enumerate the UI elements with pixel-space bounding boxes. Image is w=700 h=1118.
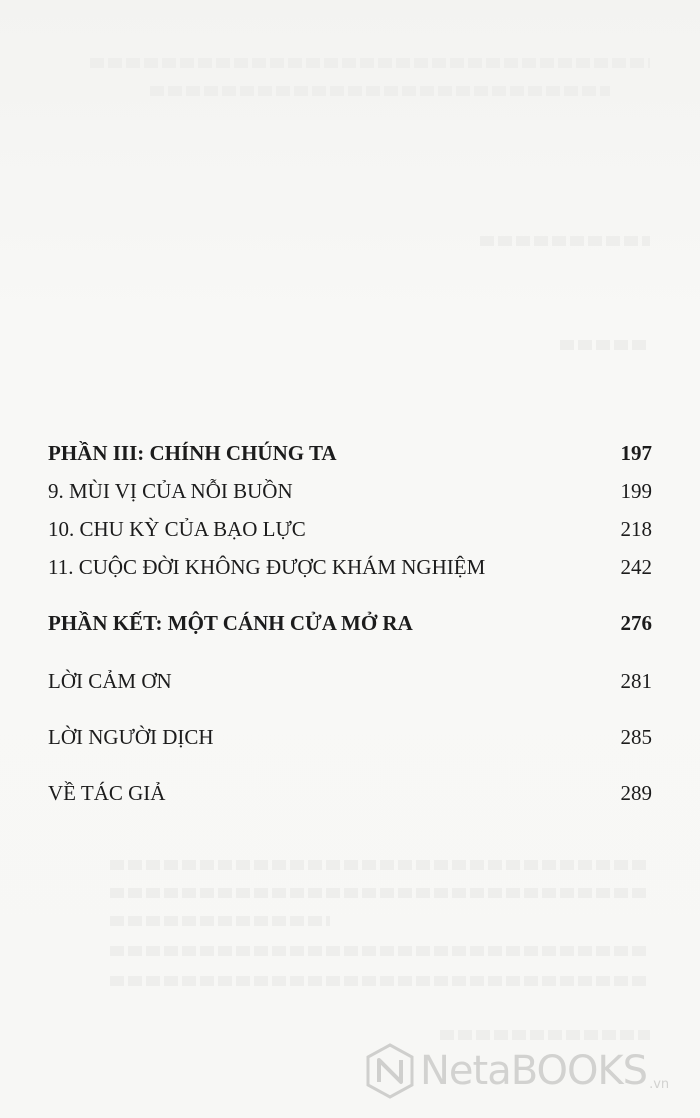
toc-entry-title: LỜI NGƯỜI DỊCH bbox=[48, 725, 214, 749]
toc-entry-page: 218 bbox=[620, 517, 652, 541]
bleed-through-line bbox=[110, 888, 650, 898]
bleed-through-line bbox=[110, 860, 650, 870]
toc-entry-page: 276 bbox=[620, 611, 652, 635]
hexagon-logo-icon bbox=[364, 1042, 416, 1100]
toc-entry-page: 199 bbox=[620, 479, 652, 503]
toc-entry-about-author[interactable] bbox=[48, 780, 652, 806]
toc-entry-title: 9. MÙI VỊ CỦA NỖI BUỒN bbox=[48, 479, 293, 503]
watermark-brand: NetaBOOKS bbox=[420, 1048, 648, 1094]
bleed-through-line bbox=[150, 86, 610, 96]
toc-entry-chapter-10[interactable] bbox=[48, 516, 652, 542]
toc-entry-chapter-11[interactable] bbox=[48, 554, 652, 580]
toc-entry-title: PHẦN KẾT: MỘT CÁNH CỬA MỞ RA bbox=[48, 611, 413, 635]
bleed-through-line bbox=[440, 1030, 650, 1040]
watermark-suffix: .vn bbox=[649, 1077, 670, 1092]
bleed-through-line bbox=[560, 340, 650, 350]
toc-entry-chapter-9[interactable] bbox=[48, 478, 652, 504]
bleed-through-line bbox=[480, 236, 650, 246]
watermark-logo bbox=[364, 1042, 669, 1100]
toc-entry-title: PHẦN III: CHÍNH CHÚNG TA bbox=[48, 441, 337, 465]
toc-entry-title: 11. CUỘC ĐỜI KHÔNG ĐƯỢC KHÁM NGHIỆM bbox=[48, 555, 486, 579]
toc-entry-page: 289 bbox=[620, 781, 652, 805]
toc-entry-acknowledgements[interactable] bbox=[48, 668, 652, 694]
bleed-through-line bbox=[110, 946, 650, 956]
toc-entry-title: 10. CHU KỲ CỦA BẠO LỰC bbox=[48, 517, 306, 541]
bleed-through-line bbox=[110, 976, 650, 986]
toc-entry-page: 197 bbox=[620, 441, 652, 465]
toc-entry-page: 242 bbox=[620, 555, 652, 579]
bleed-through-line bbox=[90, 58, 650, 68]
toc-entry-page: 281 bbox=[620, 669, 652, 693]
toc-entry-title: VỀ TÁC GIẢ bbox=[48, 781, 166, 805]
bleed-through-line bbox=[110, 916, 330, 926]
toc-entry-page: 285 bbox=[620, 725, 652, 749]
toc-entry-epilogue[interactable] bbox=[48, 610, 652, 636]
toc-entry-title: LỜI CẢM ƠN bbox=[48, 669, 172, 693]
toc-entry-part-3[interactable] bbox=[48, 440, 652, 466]
toc-entry-translator-note[interactable] bbox=[48, 724, 652, 750]
